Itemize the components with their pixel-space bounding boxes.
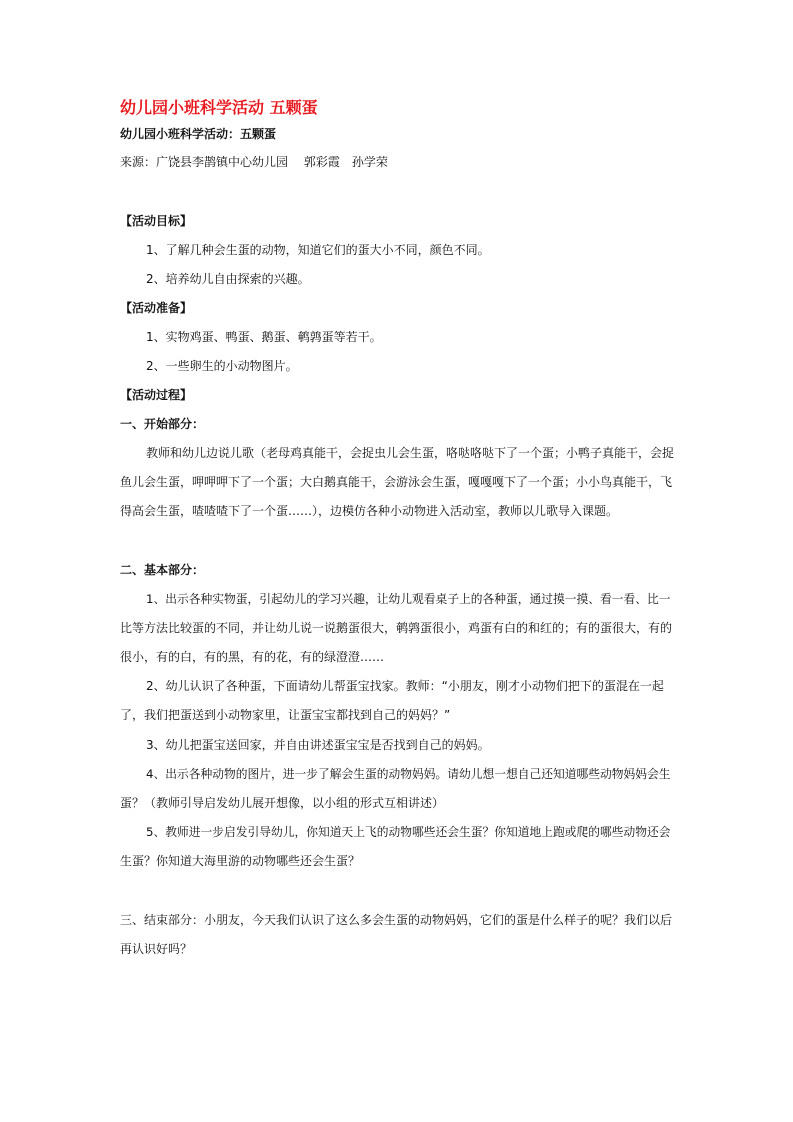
part2-heading: 二、基本部分： bbox=[120, 563, 205, 577]
part2-line: 5、教师进一步启发引导幼儿，你知道天上飞的动物哪些还会生蛋？你知道地上跑或爬的哪些动物还会 bbox=[146, 825, 671, 839]
part2-line: 了，我们把蛋送到小动物家里，让蛋宝宝都找到自己的妈妈？” bbox=[120, 708, 451, 722]
process-heading: 【活动过程】 bbox=[120, 388, 193, 402]
part2-line: 2、幼儿认识了各种蛋，下面请幼儿帮蛋宝找家。教师：“小朋友，刚才小动物们把下的蛋混在一起 bbox=[146, 679, 664, 693]
part3-line: 三、结束部分：小朋友，今天我们认识了这么多会生蛋的动物妈妈，它们的蛋是什么样子的呢？我们以后 bbox=[120, 913, 673, 927]
part3-line: 再认识好吗？ bbox=[120, 942, 193, 956]
document-subtitle: 幼儿园小班科学活动：五颗蛋 bbox=[120, 127, 277, 141]
prep-item: 2、一些卵生的小动物图片。 bbox=[146, 359, 298, 373]
goal-item: 1、了解几种会生蛋的动物，知道它们的蛋大小不同，颜色不同。 bbox=[146, 243, 490, 257]
part2-line: 4、出示各种动物的图片，进一步了解会生蛋的动物妈妈。请幼儿想一想自己还知道哪些动物妈妈会生 bbox=[146, 767, 671, 781]
goals-heading: 【活动目标】 bbox=[120, 214, 193, 228]
part1-line: 教师和幼儿边说儿歌（老母鸡真能干，会捉虫儿会生蛋，咯哒咯哒下了一个蛋；小鸭子真能干，会捉 bbox=[146, 446, 675, 460]
goal-item: 2、培养幼儿自由探索的兴趣。 bbox=[146, 272, 310, 286]
part2-line: 蛋？（教师引导启发幼儿展开想像，以小组的形式互相讲述） bbox=[120, 796, 445, 810]
part1-line: 鱼儿会生蛋，呷呷呷下了一个蛋；大白鹅真能干，会游泳会生蛋，嘎嘎嘎下了一个蛋；小小鸟真能干，飞 bbox=[120, 475, 673, 489]
document-title: 幼儿园小班科学活动 五颗蛋 bbox=[120, 98, 318, 117]
prep-heading: 【活动准备】 bbox=[120, 301, 193, 315]
part2-line: 1、出示各种实物蛋，引起幼儿的学习兴趣，让幼儿观看桌子上的各种蛋，通过摸一摸、看一看、比一 bbox=[146, 592, 671, 606]
part2-line: 生蛋？你知道大海里游的动物哪些还会生蛋？ bbox=[120, 854, 361, 868]
part1-line: 得高会生蛋，喳喳喳下了一个蛋……），边模仿各种小动物进入活动室，教师以儿歌导入课题。 bbox=[120, 504, 619, 518]
source-line: 来源：广饶县李鹊镇中心幼儿园 郭彩霞 孙学荣 bbox=[120, 155, 388, 169]
part1-heading: 一、开始部分： bbox=[120, 417, 205, 431]
prep-item: 1、实物鸡蛋、鸭蛋、鹅蛋、鹌鹑蛋等若干。 bbox=[146, 330, 382, 344]
part2-line: 很小，有的白，有的黑，有的花，有的绿澄澄…… bbox=[120, 650, 385, 664]
part2-line: 3、幼儿把蛋宝送回家，并自由讲述蛋宝宝是否找到自己的妈妈。 bbox=[146, 738, 490, 752]
part2-line: 比等方法比较蛋的不同，并让幼儿说一说鹅蛋很大，鹌鹑蛋很小，鸡蛋有白的和红的；有的蛋很大，有的 bbox=[120, 621, 673, 635]
